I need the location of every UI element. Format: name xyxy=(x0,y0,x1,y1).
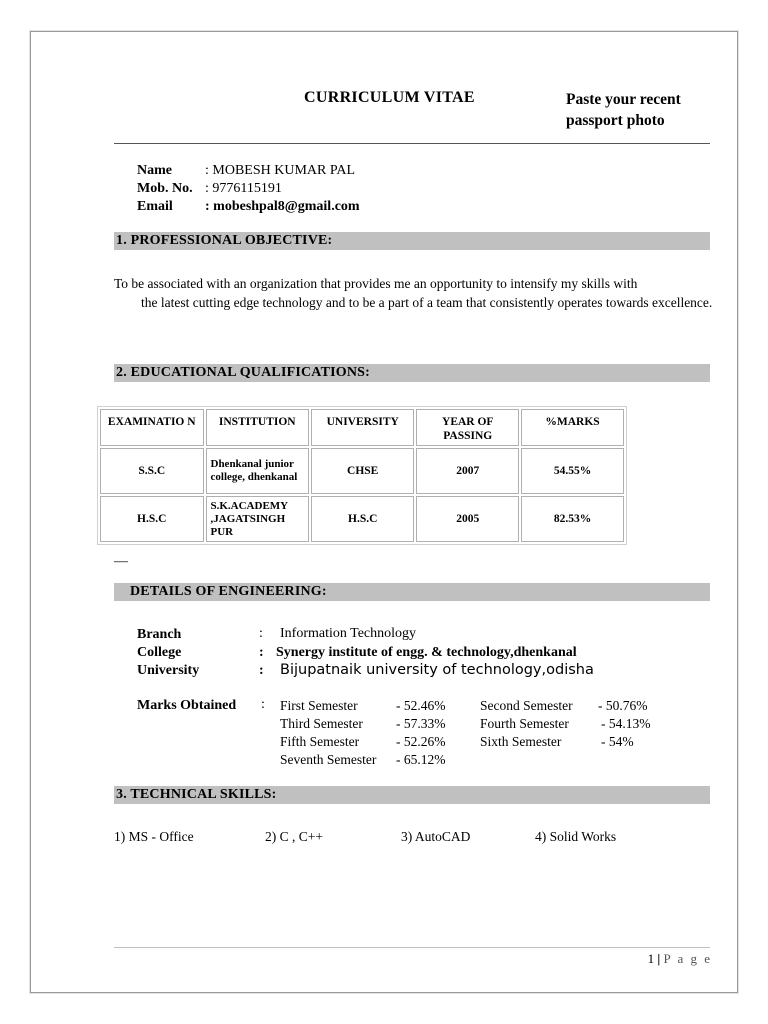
cell-year: 2005 xyxy=(416,496,519,542)
education-table xyxy=(97,406,627,545)
objective-line1: To be associated with an organization that provides me an opportunity to intensify my skills with xyxy=(114,276,638,291)
cell-university: CHSE xyxy=(311,448,414,494)
stray-dash: — xyxy=(114,554,128,569)
page-number: 1 xyxy=(647,951,655,966)
table-row xyxy=(100,496,624,542)
branch-value: Information Technology xyxy=(280,626,417,641)
skill-item: 1) MS - Office xyxy=(114,829,194,844)
semester-5-name: Fifth Semester xyxy=(280,734,360,749)
semester-7-mark: - 65.12% xyxy=(396,752,446,767)
semester-1-name: First Semester xyxy=(280,698,358,713)
header-divider xyxy=(114,143,710,144)
header-examination: EXAMINATIO N xyxy=(100,409,204,446)
semester-2-mark: - 50.76% xyxy=(598,698,648,713)
college-value: Synergy institute of engg. & technology,dhenkanal xyxy=(276,645,577,660)
branch-label: Branch xyxy=(137,627,182,642)
section-engineering-details: DETAILS OF ENGINEERING: xyxy=(114,583,710,601)
email-label: Email xyxy=(137,199,173,214)
semester-3-mark: - 57.33% xyxy=(396,716,446,731)
cell-institution: S.K.ACADEMY ,JAGATSINGH PUR xyxy=(206,496,310,542)
page-separator: | xyxy=(657,951,661,966)
branch-colon: : xyxy=(259,626,263,641)
cell-marks: 82.53% xyxy=(521,496,624,542)
university-label: University xyxy=(137,663,200,678)
cell-exam: S.S.C xyxy=(100,448,204,494)
semester-3-name: Third Semester xyxy=(280,716,363,731)
name-value: : MOBESH KUMAR PAL xyxy=(205,163,356,178)
section-technical-skills: 3. TECHNICAL SKILLS: xyxy=(114,786,710,804)
semester-2-name: Second Semester xyxy=(480,698,573,713)
header-institution: INSTITUTION xyxy=(206,409,310,446)
college-colon: : xyxy=(259,645,264,660)
objective-rest: the latest cutting edge technology and to be a part of a team that consistently operates towards excellence. xyxy=(141,295,713,310)
semester-4-mark: - 54.13% xyxy=(601,716,651,731)
cell-marks: 54.55% xyxy=(521,448,624,494)
photo-placeholder-note xyxy=(566,89,716,131)
cell-university: H.S.C xyxy=(311,496,414,542)
semester-1-mark: - 52.46% xyxy=(396,698,446,713)
university-colon: : xyxy=(259,663,264,678)
header-year: YEAR OF PASSING xyxy=(416,409,519,446)
section-educational-qualifications: 2. EDUCATIONAL QUALIFICATIONS: xyxy=(114,364,710,382)
semester-6-mark: - 54% xyxy=(601,734,634,749)
header-university: UNIVERSITY xyxy=(311,409,414,446)
skill-item: 4) Solid Works xyxy=(535,829,617,844)
table-row xyxy=(100,448,624,494)
engineering-details xyxy=(137,626,717,771)
name-label: Name xyxy=(137,163,172,178)
skill-item: 2) C , C++ xyxy=(265,829,323,844)
table-header-row xyxy=(100,409,624,446)
college-label: College xyxy=(137,645,182,660)
semester-5-mark: - 52.26% xyxy=(396,734,446,749)
email-value: : mobeshpal8@gmail.com xyxy=(205,199,360,214)
semester-6-name: Sixth Semester xyxy=(480,734,562,749)
skill-item: 3) AutoCAD xyxy=(401,829,471,844)
page-footer xyxy=(648,951,712,967)
mobile-label: Mob. No. xyxy=(137,181,193,196)
semester-4-name: Fourth Semester xyxy=(480,716,569,731)
photo-note-line1: Paste your recent xyxy=(566,91,681,108)
cell-institution: Dhenkanal junior college, dhenkanal xyxy=(206,448,310,494)
contact-block xyxy=(137,162,537,218)
section-professional-objective: 1. PROFESSIONAL OBJECTIVE: xyxy=(114,232,710,250)
document-title: CURRICULUM VITAE xyxy=(304,89,475,106)
semester-7-name: Seventh Semester xyxy=(280,752,377,767)
marks-colon: : xyxy=(261,697,265,712)
header-marks: %MARKS xyxy=(521,409,624,446)
mobile-value: : 9776115191 xyxy=(205,181,282,196)
cell-year: 2007 xyxy=(416,448,519,494)
marks-obtained-label: Marks Obtained xyxy=(137,698,237,713)
footer-divider xyxy=(114,947,710,948)
objective-text xyxy=(114,274,714,312)
university-value: Bijupatnaik university of technology,odisha xyxy=(280,662,594,678)
page-word: P a g e xyxy=(663,951,712,966)
cell-exam: H.S.C xyxy=(100,496,204,542)
photo-note-line2: passport photo xyxy=(566,112,665,129)
